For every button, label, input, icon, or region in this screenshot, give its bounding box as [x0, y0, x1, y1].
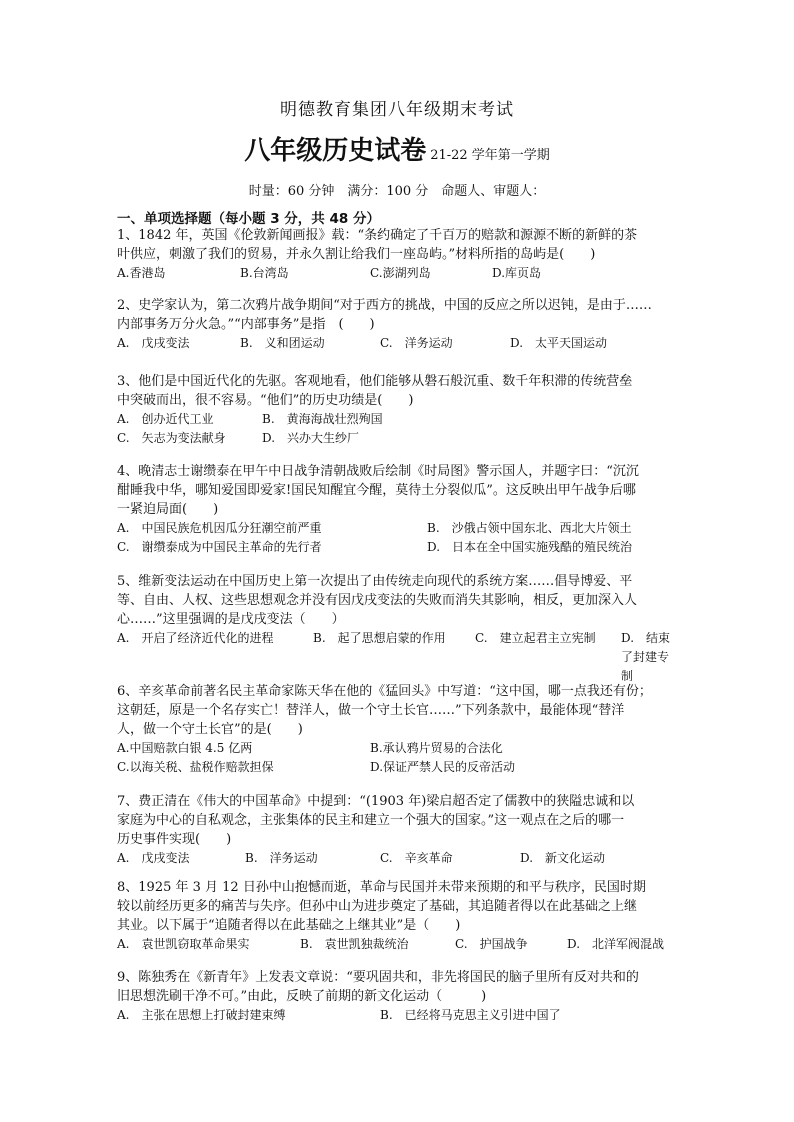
option-a: A. 戊戌变法: [117, 336, 190, 350]
option-c: C.以海关税、盐税作赔款担保: [117, 760, 274, 774]
option-d: D. 结束 了封建专制: [621, 631, 671, 683]
question-8: [117, 878, 677, 954]
option-b: B. 袁世凯独裁统治: [300, 937, 409, 951]
option-d: D.库页岛: [492, 266, 542, 280]
option-c: C. 矢志为变法献身: [117, 431, 226, 445]
option-b: B. 起了思想启蒙的作用: [313, 631, 446, 645]
question-2: [117, 296, 677, 353]
option-d: D. 兴办大生纱厂: [262, 431, 360, 445]
option-b: B.台湾岛: [240, 266, 289, 280]
option-a: A. 开启了经济近代化的进程: [117, 631, 274, 645]
question-stem: 5、维新变法运动在中国历史上第一次提出了由传统走向现代的系统方案……倡导博爱、平 等、自由、人权、这些思想观念并没有因戊戌变法的失败而消失其影响，相反，更加深入人 心……”这里强调的是戊戌变法（ ）: [117, 574, 638, 627]
question-7: [117, 792, 677, 868]
question-stem: 4、晚清志士谢缵泰在甲午中日战争清朝战败后绘制《时局图》警示国人，并题字曰：“沉沉 酣睡我中华，哪知爱国即爱家!国民知醒宜今醒，莫待土分裂似瓜”。这反映出甲午战争后哪 一紧迫局面( ): [117, 464, 639, 517]
question-3: [117, 372, 677, 448]
option-a: A. 袁世凯窃取革命果实: [117, 937, 250, 951]
question-5: [117, 572, 677, 683]
option-a: A.中国赔款白银 4.5 亿两: [117, 741, 253, 755]
question-stem: 3、他们是中国近代化的先驱。客观地看，他们能够从磐石般沉重、数千年积滞的传统营垒 中突破而出，很不容易。“他们”的历史功绩是( ): [117, 374, 633, 408]
option-c: C. 建立起君主立宪制: [475, 631, 596, 645]
options-row: [117, 1006, 677, 1025]
options-row: [117, 849, 677, 868]
option-c: C. 谢缵泰成为中国民主革命的先行者: [117, 540, 322, 554]
options-row: [117, 429, 677, 448]
options-row: [117, 739, 677, 758]
option-c: C. 洋务运动: [380, 336, 453, 350]
question-stem: 2、史学家认为，第二次鸦片战争期间“对于西方的挑战，中国的反应之所以迟钝，是由于…… 内部事务万分火急。”“内部事务”是指 ( ): [117, 298, 652, 332]
option-a: A. 创办近代工业: [117, 412, 214, 426]
option-d: D.保证严禁人民的反帝活动: [370, 760, 516, 774]
question-stem: 6、辛亥革命前著名民主革命家陈天华在他的《猛回头》中写道：“这中国，哪一点我还有份； 这朝廷，原是一个名存实亡！替洋人，做一个守土长官……”下列条款中，最能体现“替洋 人，做一个守土长官”的是( ): [117, 684, 652, 737]
title-row: [0, 130, 794, 167]
school-header: 明德教育集团八年级期末考试: [280, 100, 514, 120]
options-row: [117, 334, 677, 353]
options-row: [117, 410, 677, 429]
section-title: 一、单项选择题（每小题 3 分，共 48 分）: [117, 211, 380, 227]
option-c: C. 护国战争: [455, 937, 528, 951]
option-d: D. 新文化运动: [520, 851, 606, 865]
option-c: C.澎湖列岛: [370, 266, 431, 280]
option-b: B. 洋务运动: [245, 851, 318, 865]
option-a: A. 主张在思想上打破封建束缚: [117, 1008, 286, 1022]
option-b: B. 已经将马克思主义引进中国了: [380, 1008, 561, 1022]
question-4: [117, 462, 677, 557]
option-b: B. 沙俄占领中国东北、西北大片领土: [427, 521, 632, 535]
options-row: [117, 629, 677, 683]
option-b: B. 黄海海战壮烈殉国: [262, 412, 383, 426]
option-d: D. 太平天国运动: [510, 336, 608, 350]
options-row: [117, 758, 677, 777]
option-b: B. 义和团运动: [240, 336, 325, 350]
options-row: [117, 935, 677, 954]
option-a: A. 戊戌变法: [117, 851, 190, 865]
question-stem: 8、1925 年 3 月 12 日孙中山抱憾而逝，革命与民国并未带来预期的和平与秩序，民国时期 较以前经历更多的痛苦与失序。但孙中山为进步奠定了基础，其追随者得以在此基础之上继 其业。以下属于“追随者得以在此基础之上继其业”是（ ): [117, 880, 646, 933]
question-1: [117, 226, 677, 283]
option-a: A. 中国民族危机因瓜分狂潮空前严重: [117, 521, 322, 535]
option-c: C. 辛亥革命: [380, 851, 453, 865]
exam-title: 八年级历史试卷: [244, 136, 427, 166]
option-d: D. 日本在全中国实施残酷的殖民统治: [427, 540, 633, 554]
question-stem: 7、费正清在《伟大的中国革命》中提到：“(1903 年)梁启超否定了儒教中的狭隘忠诚和以 家庭为中心的自私观念，主张集体的民主和建立一个强大的国家。”这一观点在之后的哪一 历史事件实现( ): [117, 794, 635, 847]
question-6: [117, 682, 677, 777]
question-stem: 1、1842 年，英国《伦敦新闻画报》载：“条约确定了千百万的赔款和源源不断的新鲜的茶 叶供应，刺激了我们的贸易，并永久割让给我们一座岛屿。”材料所指的岛屿是( ): [117, 228, 638, 262]
option-d: D. 北洋军阀混战: [567, 937, 665, 951]
term-label: 21-22 学年第一学期: [430, 148, 550, 163]
options-row: [117, 519, 677, 538]
option-b: B.承认鸦片贸易的合法化: [370, 741, 503, 755]
question-stem: 9、陈独秀在《新青年》上发表文章说：“要巩固共和，非先将国民的脑子里所有反对共和的 旧思想洗刷干净不可。”由此，反映了前期的新文化运动（ ): [117, 970, 639, 1004]
options-row: [117, 538, 677, 557]
question-9: [117, 968, 677, 1025]
option-a: A.香港岛: [117, 266, 166, 280]
exam-info: 时量：60 分钟 满分：100 分 命题人、审题人：: [248, 184, 546, 199]
options-row: [117, 264, 677, 283]
